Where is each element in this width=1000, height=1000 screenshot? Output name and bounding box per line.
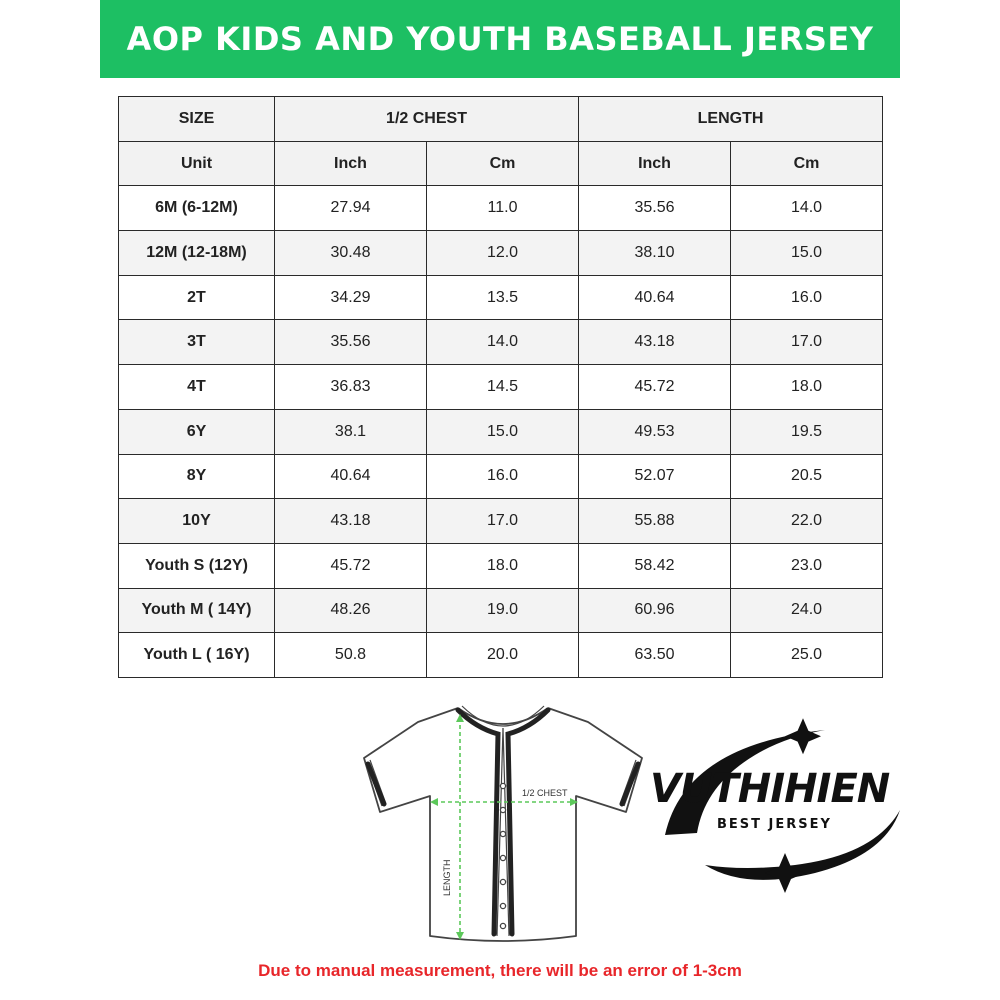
chest-cm-header: Cm xyxy=(427,141,579,186)
size-header: SIZE xyxy=(119,97,275,142)
length-inch-cell: 63.50 xyxy=(579,633,731,678)
logo-tagline: BEST JERSEY xyxy=(717,817,832,832)
length-cm-cell: 16.0 xyxy=(731,275,883,320)
chest-cm-cell: 14.5 xyxy=(427,365,579,410)
size-cell: 3T xyxy=(119,320,275,365)
title-banner xyxy=(100,0,900,78)
size-cell: Youth S (12Y) xyxy=(119,543,275,588)
length-inch-header: Inch xyxy=(579,141,731,186)
length-measure-label: LENGTH xyxy=(442,859,452,896)
page-title: AOP KIDS AND YOUTH BASEBALL JERSEY xyxy=(126,20,874,58)
table-row xyxy=(119,543,883,588)
chest-cm-cell: 19.0 xyxy=(427,588,579,633)
chest-inch-cell: 38.1 xyxy=(275,409,427,454)
length-inch-cell: 38.10 xyxy=(579,231,731,276)
length-inch-cell: 40.64 xyxy=(579,275,731,320)
chest-inch-header: Inch xyxy=(275,141,427,186)
length-inch-cell: 55.88 xyxy=(579,499,731,544)
length-cm-cell: 24.0 xyxy=(731,588,883,633)
size-cell: 10Y xyxy=(119,499,275,544)
length-inch-cell: 52.07 xyxy=(579,454,731,499)
header-row xyxy=(119,97,883,142)
table-row xyxy=(119,409,883,454)
length-inch-cell: 60.96 xyxy=(579,588,731,633)
size-cell: 6M (6-12M) xyxy=(119,186,275,231)
chest-cm-cell: 16.0 xyxy=(427,454,579,499)
length-cm-cell: 17.0 xyxy=(731,320,883,365)
size-cell: Youth L ( 16Y) xyxy=(119,633,275,678)
length-inch-cell: 35.56 xyxy=(579,186,731,231)
chest-inch-cell: 35.56 xyxy=(275,320,427,365)
length-cm-cell: 18.0 xyxy=(731,365,883,410)
length-cm-header: Cm xyxy=(731,141,883,186)
jersey-diagram xyxy=(358,700,648,950)
table-row xyxy=(119,231,883,276)
table-row xyxy=(119,320,883,365)
table-row xyxy=(119,186,883,231)
chest-cm-cell: 15.0 xyxy=(427,409,579,454)
unit-label: Unit xyxy=(119,141,275,186)
chest-cm-cell: 11.0 xyxy=(427,186,579,231)
length-cm-cell: 14.0 xyxy=(731,186,883,231)
chest-inch-cell: 36.83 xyxy=(275,365,427,410)
size-cell: 6Y xyxy=(119,409,275,454)
size-cell: 12M (12-18M) xyxy=(119,231,275,276)
logo-wordmark: VUTHIHIEN xyxy=(650,766,890,812)
length-cm-cell: 23.0 xyxy=(731,543,883,588)
chest-inch-cell: 45.72 xyxy=(275,543,427,588)
table-row xyxy=(119,499,883,544)
chest-measure-label: 1/2 CHEST xyxy=(522,788,568,798)
size-cell: Youth M ( 14Y) xyxy=(119,588,275,633)
measurement-note: Due to manual measurement, there will be an error of 1-3cm xyxy=(258,961,742,980)
chest-cm-cell: 20.0 xyxy=(427,633,579,678)
length-cm-cell: 25.0 xyxy=(731,633,883,678)
chest-cm-cell: 17.0 xyxy=(427,499,579,544)
chest-inch-cell: 50.8 xyxy=(275,633,427,678)
chest-cm-cell: 13.5 xyxy=(427,275,579,320)
length-header: LENGTH xyxy=(579,97,883,142)
length-cm-cell: 19.5 xyxy=(731,409,883,454)
chest-inch-cell: 30.48 xyxy=(275,231,427,276)
table-row xyxy=(119,588,883,633)
length-inch-cell: 58.42 xyxy=(579,543,731,588)
chest-header: 1/2 CHEST xyxy=(275,97,579,142)
length-cm-cell: 15.0 xyxy=(731,231,883,276)
table-row xyxy=(119,275,883,320)
size-cell: 2T xyxy=(119,275,275,320)
size-cell: 4T xyxy=(119,365,275,410)
chest-inch-cell: 43.18 xyxy=(275,499,427,544)
unit-row xyxy=(119,141,883,186)
chest-inch-cell: 34.29 xyxy=(275,275,427,320)
length-cm-cell: 22.0 xyxy=(731,499,883,544)
chest-cm-cell: 12.0 xyxy=(427,231,579,276)
table-row xyxy=(119,633,883,678)
table-row xyxy=(119,365,883,410)
table-row xyxy=(119,454,883,499)
size-chart-table xyxy=(118,96,883,678)
chest-cm-cell: 18.0 xyxy=(427,543,579,588)
length-inch-cell: 43.18 xyxy=(579,320,731,365)
chest-inch-cell: 48.26 xyxy=(275,588,427,633)
size-cell: 8Y xyxy=(119,454,275,499)
chest-inch-cell: 27.94 xyxy=(275,186,427,231)
length-inch-cell: 45.72 xyxy=(579,365,731,410)
length-inch-cell: 49.53 xyxy=(579,409,731,454)
length-cm-cell: 20.5 xyxy=(731,454,883,499)
chest-inch-cell: 40.64 xyxy=(275,454,427,499)
chest-cm-cell: 14.0 xyxy=(427,320,579,365)
